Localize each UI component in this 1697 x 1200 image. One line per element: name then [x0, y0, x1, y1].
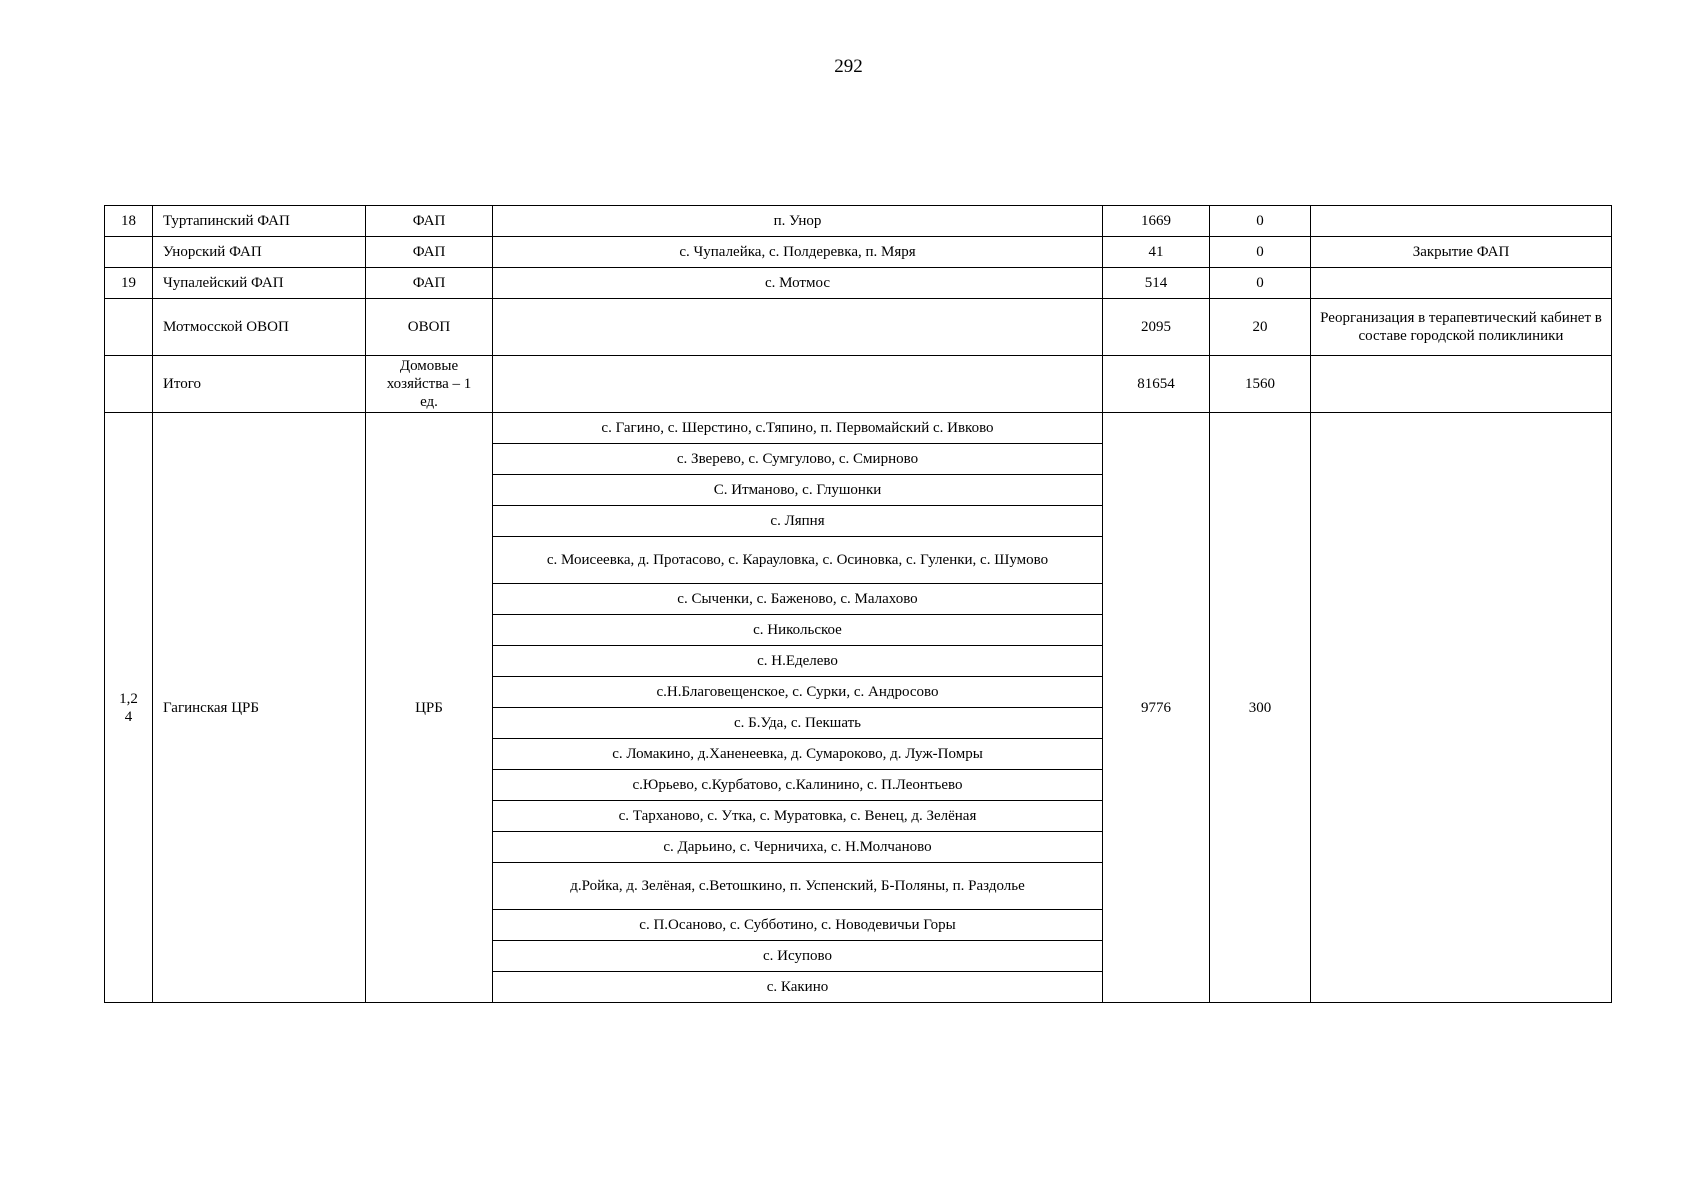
- settlement-group: с. Зверево, с. Сумгулово, с. Смирново: [493, 444, 1103, 475]
- facility-name: Гагинская ЦРБ: [153, 413, 366, 1003]
- settlement-group: с. Н.Еделево: [493, 646, 1103, 677]
- facility-name: Унорский ФАП: [153, 237, 366, 268]
- row-number: [105, 299, 153, 356]
- visits: 0: [1210, 268, 1311, 299]
- visits: 300: [1210, 413, 1311, 1003]
- population: 2095: [1103, 299, 1210, 356]
- facility-type: ФАП: [366, 268, 493, 299]
- note: [1311, 206, 1612, 237]
- facilities-table: [104, 205, 1612, 1003]
- row-number: 19: [105, 268, 153, 299]
- settlement-group: с. Какино: [493, 972, 1103, 1003]
- settlements: с. Чупалейка, с. Полдеревка, п. Мяря: [493, 237, 1103, 268]
- settlement-group: с. Никольское: [493, 615, 1103, 646]
- visits: 0: [1210, 237, 1311, 268]
- settlement-group: с. Дарьино, с. Черничиха, с. Н.Молчаново: [493, 832, 1103, 863]
- row-number: 18: [105, 206, 153, 237]
- note: [1311, 268, 1612, 299]
- visits: 0: [1210, 206, 1311, 237]
- table-row: [105, 268, 1612, 299]
- table-row: [105, 299, 1612, 356]
- note: Реорганизация в терапевтический кабинет в составе городской поликлиники: [1311, 299, 1612, 356]
- settlements: [493, 356, 1103, 413]
- settlements: с. Мотмос: [493, 268, 1103, 299]
- row-number: [105, 237, 153, 268]
- facility-type: ФАП: [366, 237, 493, 268]
- settlement-group: с. Ломакино, д.Ханенеевка, д. Сумароково, д. Луж-Помры: [493, 739, 1103, 770]
- settlements: [493, 299, 1103, 356]
- population: 41: [1103, 237, 1210, 268]
- row-number: [105, 356, 153, 413]
- visits: 1560: [1210, 356, 1311, 413]
- population: 1669: [1103, 206, 1210, 237]
- settlement-group: с. Ляпня: [493, 506, 1103, 537]
- settlements: п. Унор: [493, 206, 1103, 237]
- visits: 20: [1210, 299, 1311, 356]
- settlement-group: с. Б.Уда, с. Пекшать: [493, 708, 1103, 739]
- note: [1311, 356, 1612, 413]
- facility-type: ЦРБ: [366, 413, 493, 1003]
- note: Закрытие ФАП: [1311, 237, 1612, 268]
- settlement-group: С. Итманово, с. Глушонки: [493, 475, 1103, 506]
- population: 514: [1103, 268, 1210, 299]
- page-number: 292: [834, 56, 863, 77]
- settlement-group: с. П.Осаново, с. Субботино, с. Новодевичьи Горы: [493, 910, 1103, 941]
- facility-name: Итого: [153, 356, 366, 413]
- facility-type: ОВОП: [366, 299, 493, 356]
- facility-name: Туртапинский ФАП: [153, 206, 366, 237]
- table-row: [105, 206, 1612, 237]
- facility-type: ФАП: [366, 206, 493, 237]
- settlement-group: с. Тарханово, с. Утка, с. Муратовка, с. Венец, д. Зелёная: [493, 801, 1103, 832]
- row-number: 1,2 4: [105, 413, 153, 1003]
- settlement-group: с. Сыченки, с. Баженово, с. Малахово: [493, 584, 1103, 615]
- note: [1311, 413, 1612, 1003]
- settlement-group: д.Ройка, д. Зелёная, с.Ветошкино, п. Успенский, Б-Поляны, п. Раздолье: [493, 863, 1103, 910]
- settlement-group: с. Гагино, с. Шерстино, с.Тяпино, п. Первомайский с. Ивково: [493, 413, 1103, 444]
- settlement-group: с.Н.Благовещенское, с. Сурки, с. Андросово: [493, 677, 1103, 708]
- settlement-group: с.Юрьево, с.Курбатово, с.Калинино, с. П.Леонтьево: [493, 770, 1103, 801]
- population: 81654: [1103, 356, 1210, 413]
- facility-name: Чупалейский ФАП: [153, 268, 366, 299]
- table-row: [105, 237, 1612, 268]
- facility-name: Мотмосской ОВОП: [153, 299, 366, 356]
- settlement-group: с. Исупово: [493, 941, 1103, 972]
- population: 9776: [1103, 413, 1210, 1003]
- settlement-group: с. Моисеевка, д. Протасово, с. Карауловка, с. Осиновка, с. Гуленки, с. Шумово: [493, 537, 1103, 584]
- table-row: [105, 356, 1612, 413]
- facility-type: Домовые хозяйства – 1 ед.: [366, 356, 493, 413]
- table-row: [105, 413, 1612, 444]
